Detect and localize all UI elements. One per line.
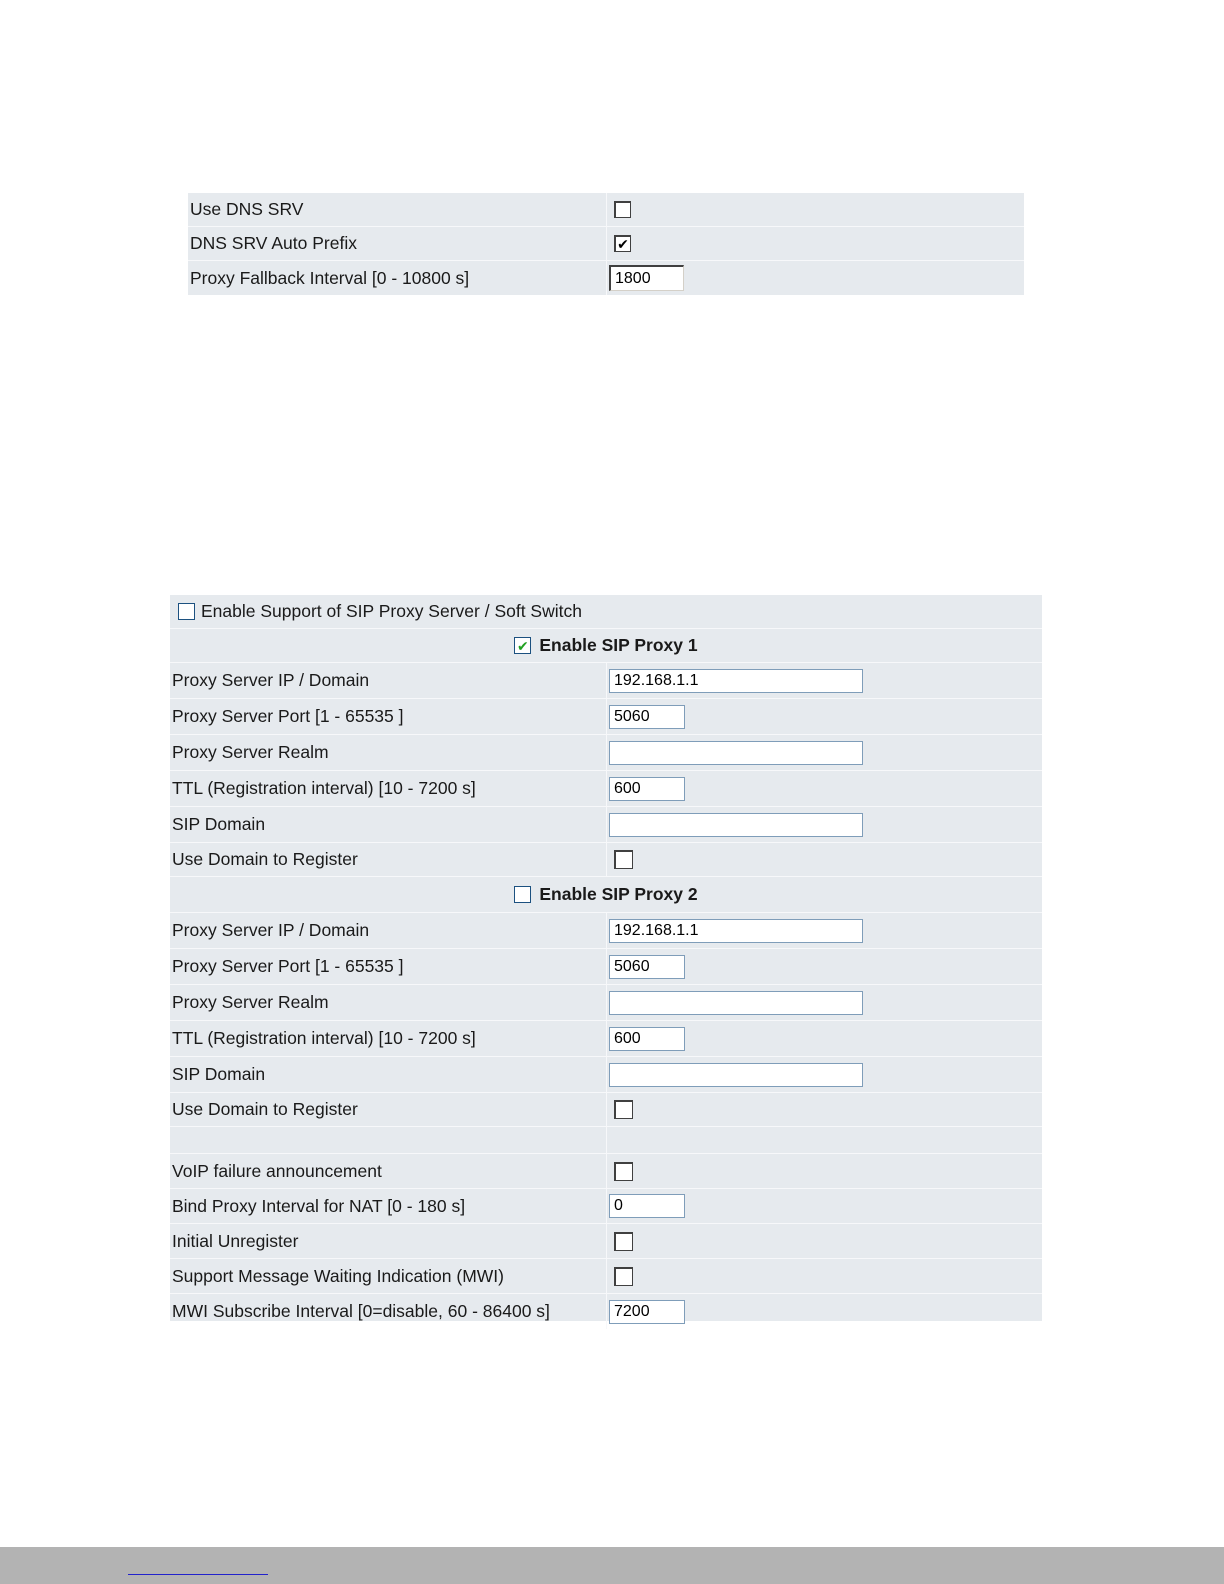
sip-proxy-panel [170,595,1042,1321]
use-dns-srv-label: Use DNS SRV [190,199,304,219]
proxy1-use-domain-row [170,843,1042,877]
proxy1-port-label: Proxy Server Port [1 - 65535 ] [172,706,404,726]
footer-link-underline[interactable] [128,1574,268,1575]
proxy2-ttl-label: TTL (Registration interval) [10 - 7200 s] [172,1028,476,1048]
proxy2-port-label: Proxy Server Port [1 - 65535 ] [172,956,404,976]
proxy1-realm-input[interactable] [609,741,863,765]
mwi-subscribe-interval-row [170,1294,1042,1329]
dns-srv-auto-prefix-label: DNS SRV Auto Prefix [190,233,357,253]
dns-srv-auto-prefix-row [188,227,1024,261]
proxy2-port-input[interactable] [609,955,685,979]
proxy-fallback-interval-label: Proxy Fallback Interval [0 - 10800 s] [190,267,470,288]
spacer-row [170,1127,1042,1154]
dns-settings-panel [188,193,1024,295]
proxy2-sip-domain-input[interactable] [609,1063,863,1087]
voip-failure-row [170,1154,1042,1189]
proxy1-header-row [170,629,1042,663]
enable-sip-proxy2-checkbox[interactable] [514,886,531,903]
enable-support-row [170,595,1042,629]
proxy1-port-input[interactable] [609,705,685,729]
proxy2-realm-input[interactable] [609,991,863,1015]
proxy2-ip-row [170,913,1042,949]
proxy2-use-domain-row [170,1093,1042,1127]
page-footer-bar [0,1547,1224,1584]
proxy1-realm-label: Proxy Server Realm [172,742,329,762]
proxy1-sip-domain-input[interactable] [609,813,863,837]
support-mwi-checkbox[interactable] [614,1267,633,1286]
bind-proxy-interval-label: Bind Proxy Interval for NAT [0 - 180 s] [172,1195,466,1216]
voip-failure-checkbox[interactable] [614,1162,633,1181]
initial-unregister-label: Initial Unregister [172,1230,299,1251]
proxy2-realm-label: Proxy Server Realm [172,992,329,1012]
proxy2-sip-domain-label: SIP Domain [172,1064,266,1084]
proxy2-realm-row [170,985,1042,1021]
proxy1-use-domain-label: Use Domain to Register [172,849,358,869]
use-dns-srv-checkbox[interactable] [614,201,631,218]
proxy2-ip-label: Proxy Server IP / Domain [172,920,370,940]
proxy1-use-domain-checkbox[interactable] [614,850,633,869]
bind-proxy-interval-input[interactable] [609,1194,685,1218]
proxy1-ttl-label: TTL (Registration interval) [10 - 7200 s] [172,778,476,798]
proxy1-ip-input[interactable] [609,669,863,693]
proxy-fallback-interval-row [188,261,1024,295]
proxy1-sip-domain-label: SIP Domain [172,814,266,834]
proxy1-ip-row [170,663,1042,699]
mwi-subscribe-interval-label: MWI Subscribe Interval [0=disable, 60 - 86400 s] [172,1301,550,1321]
enable-sip-proxy1-checkbox[interactable]: ✔ [514,637,531,654]
proxy2-use-domain-label: Use Domain to Register [172,1099,358,1119]
support-mwi-label: Support Message Waiting Indication (MWI) [172,1265,504,1286]
proxy2-ip-input[interactable] [609,919,863,943]
proxy1-sip-domain-row [170,807,1042,843]
use-dns-srv-row [188,193,1024,227]
proxy2-ttl-row [170,1021,1042,1057]
proxy2-use-domain-checkbox[interactable] [614,1100,633,1119]
enable-support-checkbox[interactable] [178,603,195,620]
proxy2-header-row [170,877,1042,913]
enable-sip-proxy2-label: Enable SIP Proxy 2 [539,884,698,904]
bind-proxy-interval-row [170,1189,1042,1224]
enable-sip-proxy1-label: Enable SIP Proxy 1 [539,635,698,655]
proxy1-realm-row [170,735,1042,771]
proxy2-port-row [170,949,1042,985]
proxy1-ttl-row [170,771,1042,807]
dns-srv-auto-prefix-checkbox[interactable]: ✔ [614,235,631,252]
proxy2-sip-domain-row [170,1057,1042,1093]
proxy1-ttl-input[interactable] [609,777,685,801]
enable-support-label: Enable Support of SIP Proxy Server / Soft Switch [201,601,582,621]
proxy1-port-row [170,699,1042,735]
proxy2-ttl-input[interactable] [609,1027,685,1051]
voip-failure-label: VoIP failure announcement [172,1160,382,1181]
support-mwi-row [170,1259,1042,1294]
initial-unregister-row [170,1224,1042,1259]
mwi-subscribe-interval-input[interactable] [609,1300,685,1324]
proxy-fallback-interval-input[interactable] [609,265,684,291]
initial-unregister-checkbox[interactable] [614,1232,633,1251]
proxy1-ip-label: Proxy Server IP / Domain [172,670,370,690]
